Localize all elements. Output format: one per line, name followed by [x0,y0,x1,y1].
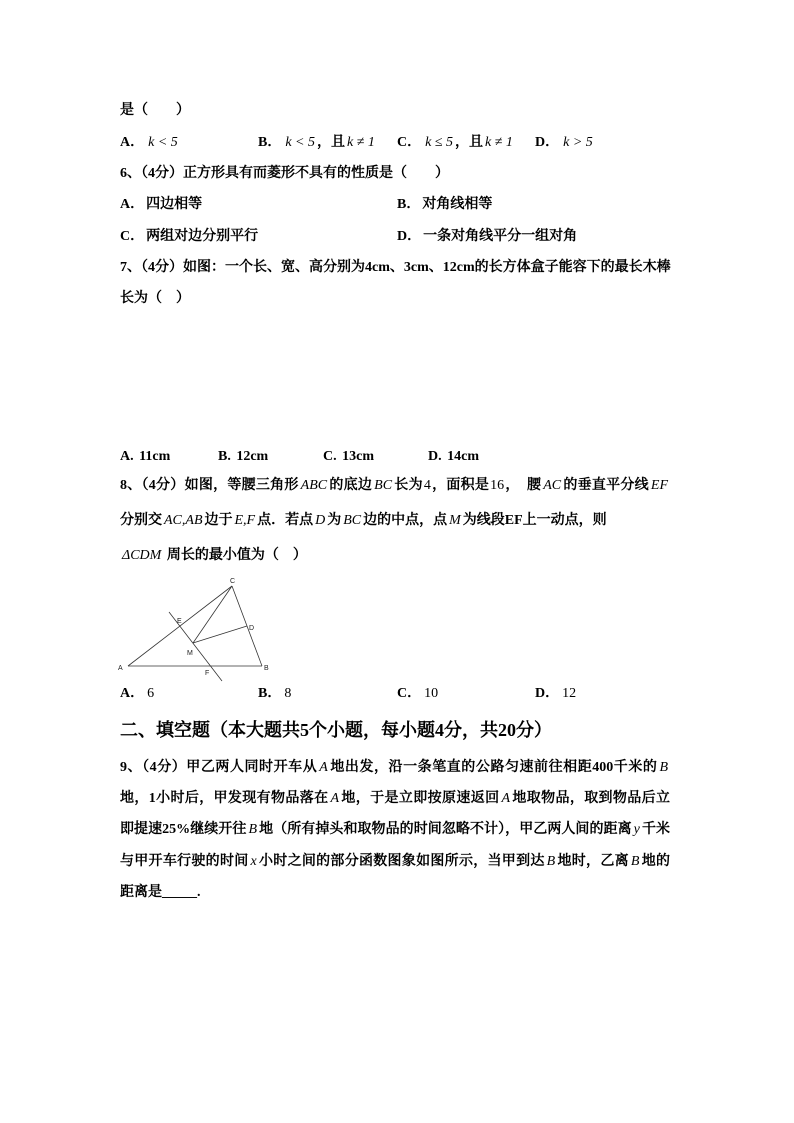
math-expression: B [630,854,640,869]
option-text: 两组对边分别平行 [146,229,259,244]
label-b: B [264,665,269,672]
q9-stem-line-3 [120,821,670,839]
math-expression: E,F [234,513,256,528]
q6-stem: 6、（4分）正方形具有而菱形不具有的性质是（ ） [120,166,449,181]
q5-option-a [120,134,180,152]
math-expression: k ≤ 5 [425,135,454,150]
q8-option-a [120,685,155,703]
math-expression: AC [543,478,562,493]
option-label: A． [120,197,145,212]
q7-option-b [218,448,268,466]
option-label: D． [535,135,560,150]
q7-option-c [323,448,374,466]
question-text: 即提速25%继续开往 [120,822,247,837]
option-text: ，且 [317,135,346,150]
math-expression: M [449,513,461,528]
question-text: 边的中点，点 [363,513,448,528]
q9-stem-line-4 [120,853,670,871]
option-label: A. [120,449,134,464]
option-label: C． [120,229,145,244]
question-text: 边于 [204,513,233,528]
math-expression: k < 5 [148,135,178,150]
option-text: 12 [562,686,577,701]
q8-option-b [258,685,292,703]
question-text: 地出发，沿一条笔直的公路匀速前往相距400千米的 [329,760,658,775]
option-label: C． [397,135,422,150]
option-label: C． [397,686,422,701]
math-expression: x [250,854,257,869]
math-expression: ABC [300,478,328,493]
question-text: 长为 [394,478,423,493]
math-number: 16 [490,478,505,493]
question-text: 为线段EF上一动点，则 [462,513,607,528]
q8-stem-line-3 [120,547,307,565]
option-label: B． [258,135,282,150]
option-text: 14cm [447,449,480,464]
math-expression: k < 5 [285,135,316,150]
option-label: D． [535,686,560,701]
math-expression: EF [650,478,669,493]
q8-option-d [535,685,577,703]
question-text: 地的 [641,854,671,869]
q7-option-d [428,448,479,466]
question-text: ，面积是 [431,478,490,493]
option-label: D． [397,229,422,244]
label-e: E [177,618,182,625]
math-expression: B [659,760,669,775]
math-expression: ΔCDM [122,548,162,563]
question-text: 9、（4分）甲乙两人同时开车从 [120,760,318,775]
q8-stem-line-2 [120,512,607,530]
q5-option-d [535,134,595,152]
q5-option-c [397,134,515,152]
label-m: M [187,650,193,657]
q5-stem-tail: 是（ ） [120,103,190,118]
q6-option-d [397,228,577,246]
option-text: 13cm [342,449,375,464]
label-c: C [230,578,236,585]
math-expression: y [633,822,640,837]
section-heading: 二、填空题（本大题共5个小题，每小题4分，共20分） [120,720,552,740]
segment-md [193,626,247,643]
question-text: 分别交 [120,513,162,528]
question-text: 地取物品，取到物品后立 [512,791,671,806]
question-text: 地，于是立即按原速返回 [341,791,500,806]
math-number: 4 [423,478,431,493]
q6-option-a [120,196,202,214]
math-expression: D [315,513,326,528]
math-expression: B [248,822,258,837]
option-label: B． [397,197,421,212]
question-text: 为 [327,513,342,528]
option-text: 四边相等 [146,197,203,212]
q7-stem-line-1: 7、（4分）如图：一个长、宽、高分别为4cm、3cm、12cm的长方体盒子能容下的最长木棒 [120,260,671,275]
question-text: 的底边 [329,478,373,493]
question-text: 地（所有掉头和取物品的时间忽略不计），甲乙两人间的距离 [259,822,632,837]
option-label: B． [258,686,282,701]
question-text: 千米 [641,822,671,837]
option-text: 8 [284,686,292,701]
math-expression: k ≠ 1 [347,135,375,150]
option-text: 10 [424,686,439,701]
option-text: 12cm [236,449,269,464]
option-label: B. [218,449,231,464]
question-text: ， 腰 [505,478,542,493]
option-text: ，且 [455,135,484,150]
option-text: 11cm [139,449,171,464]
question-text: 地，1小时后，甲发现有物品落在 [120,791,329,806]
question-text: 周长的最小值为（ ） [166,548,307,563]
segment-mc [193,586,232,643]
option-label: D. [428,449,442,464]
math-expression: A [330,791,340,806]
q9-stem-line-5: 距离是_____. [120,885,201,900]
q6-option-c [120,228,258,246]
math-expression: A [319,760,328,775]
option-text: 6 [147,686,155,701]
math-expression: AC,AB [164,513,203,528]
isosceles-triangle-figure [115,575,275,687]
math-expression: B [546,854,556,869]
q5-option-b [258,134,377,152]
math-expression: BC [374,478,393,493]
label-f: F [205,670,210,677]
q9-stem-line-2 [120,790,670,808]
math-expression: k ≠ 1 [485,135,513,150]
option-text: 对角线相等 [422,197,493,212]
label-d: D [249,625,255,632]
question-text: 点．若点 [257,513,314,528]
q8-option-c [397,685,439,703]
q8-stem-line-1 [120,477,670,495]
q7-stem-line-2: 长为（ ） [120,291,190,306]
question-text: 与甲开车行驶的时间 [120,854,249,869]
q9-stem-line-1 [120,759,670,777]
q7-option-a [120,448,170,466]
question-text: 地时，乙离 [557,854,629,869]
option-label: C. [323,449,337,464]
option-label: A． [120,135,145,150]
question-text: 的垂直平分线 [563,478,649,493]
math-expression: A [501,791,510,806]
question-text: 8、（4分）如图，等腰三角形 [120,478,299,493]
option-label: A． [120,686,145,701]
math-expression: BC [343,513,362,528]
math-expression: k > 5 [563,135,593,150]
question-text: 小时之间的部分函数图象如图所示，当甲到达 [258,854,545,869]
option-text: 一条对角线平分一组对角 [423,229,578,244]
label-a: A [118,665,123,672]
q6-option-b [397,196,492,214]
